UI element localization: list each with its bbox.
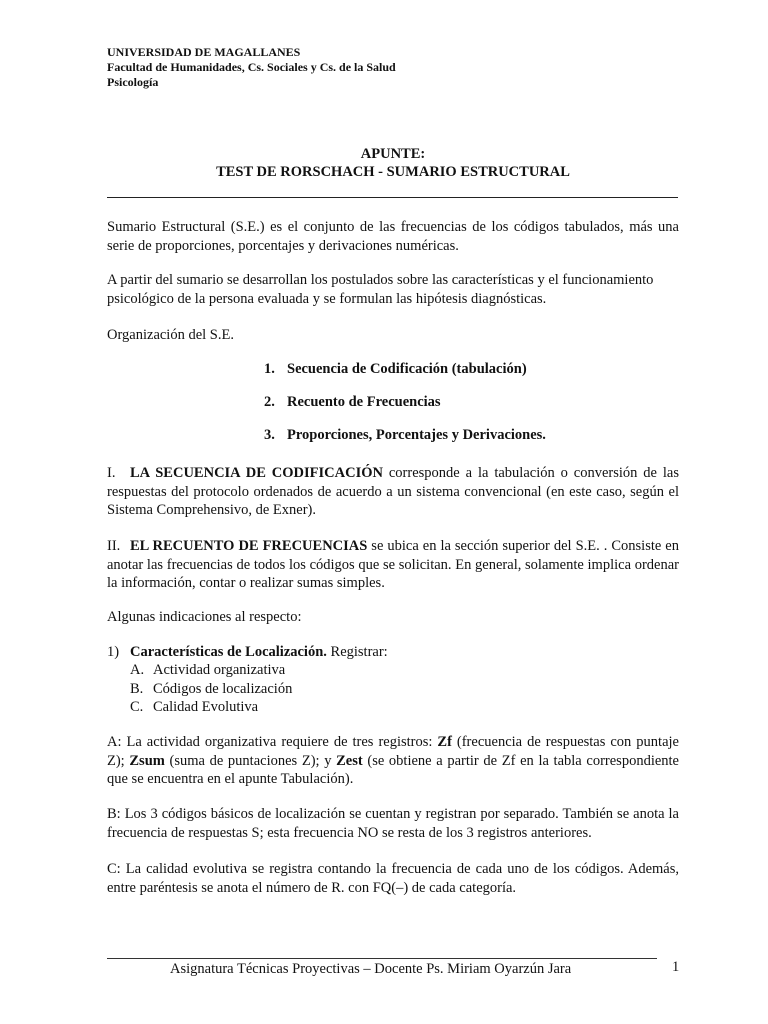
- list-item: [130, 680, 292, 699]
- page-number: 1: [672, 959, 680, 975]
- list-label: Secuencia de Codificación (tabulación): [287, 361, 527, 377]
- list-item: [264, 394, 441, 411]
- list-number: 3.: [264, 427, 275, 443]
- university-name: UNIVERSIDAD DE MAGALLANES: [107, 45, 301, 59]
- item-number: 1): [107, 644, 120, 660]
- footer-text: Asignatura Técnicas Proyectivas – Docente Ps. Miriam Oyarzún Jara: [170, 961, 572, 977]
- paragraph-c: C: La calidad evolutiva se registra contando la frecuencia de cada uno de los códigos. Además, entre paréntesis se anota el número de R. con FQ(–) de cada categoría.: [107, 861, 679, 896]
- list-number: 2.: [264, 394, 275, 410]
- department-name: Psicología: [107, 75, 159, 89]
- paragraph-a-text: (frecuencia de respuestas con puntaje Z);: [107, 734, 679, 769]
- list-number: 1.: [264, 361, 275, 377]
- term-zf: Zf: [437, 734, 452, 750]
- section-numeral: II.: [107, 538, 121, 554]
- list-label: Recuento de Frecuencias: [287, 394, 441, 410]
- title-divider: [107, 197, 678, 198]
- document-title-label: APUNTE:: [360, 146, 426, 162]
- section-recuento: [107, 537, 679, 593]
- term-zsum: Zsum: [129, 752, 165, 769]
- section-text: corresponde a la tabulación o conversión de las respuestas del protocolo ordenados de acuerdo a un sistema convencional (en este caso, según el Sistema Comprehensivo, de Exner).: [107, 465, 679, 518]
- paragraph-a-text: (suma de puntaciones Z); y: [164, 752, 337, 769]
- localization-heading: Características de Localización.: [130, 644, 327, 660]
- paragraph-a: [107, 733, 679, 789]
- section-secuencia: [107, 464, 679, 520]
- list-item: [130, 698, 292, 717]
- localization-heading-line: [107, 643, 679, 662]
- document-header: [107, 45, 396, 90]
- intro-paragraph-2: A partir del sumario se desarrollan los postulados sobre las características y el funcionamiento psicológico de la persona evaluada y se formulan las hipótesis diagnósticas.: [107, 272, 654, 307]
- section-heading: LA SECUENCIA DE CODIFICACIÓN: [130, 465, 383, 481]
- section-text: se ubica en la sección superior del S.E. . Consiste en anotar las frecuencias de todos los códigos que se solicitan. En general, solamente implica ordenar la información, contar o realizar sumas simples.: [107, 538, 679, 591]
- term-zest: Zest: [336, 752, 363, 769]
- footer-divider: [107, 958, 657, 959]
- intro-paragraph-1: Sumario Estructural (S.E.) es el conjunto de las frecuencias de los códigos tabulados, más una serie de proporciones, porcentajes y derivaciones numéricas.: [107, 219, 679, 254]
- document-title: TEST DE RORSCHACH - SUMARIO ESTRUCTURAL: [216, 164, 570, 180]
- list-letter: A.: [130, 662, 145, 678]
- faculty-name: Facultad de Humanidades, Cs. Sociales y Cs. de la Salud: [107, 60, 396, 74]
- paragraph-a-text: (se obtiene a partir de Zf en la tabla correspondiente que se encuentra en el apunte Tabulación).: [107, 752, 679, 787]
- list-letter: B.: [130, 680, 144, 697]
- localization-after: Registrar:: [326, 644, 388, 660]
- list-label: Actividad organizativa: [153, 662, 286, 678]
- indications-text: Algunas indicaciones al respecto:: [107, 609, 302, 625]
- list-letter: C.: [130, 699, 144, 715]
- localization-list: [130, 661, 292, 717]
- list-item: [264, 427, 546, 444]
- list-label: Calidad Evolutiva: [153, 699, 259, 715]
- paragraph-a-text: A: La actividad organizativa requiere de tres registros:: [107, 734, 438, 750]
- section-heading: EL RECUENTO DE FRECUENCIAS: [130, 538, 368, 554]
- section-numeral: I.: [107, 465, 116, 481]
- paragraph-b: B: Los 3 códigos básicos de localización se cuentan y registran por separado. También se anota la frecuencia de respuestas S; esta frecuencia NO se resta de los 3 registros anteriores.: [107, 806, 679, 841]
- organization-intro: Organización del S.E.: [107, 327, 234, 343]
- list-label: Proporciones, Porcentajes y Derivaciones.: [287, 427, 546, 443]
- list-label: Códigos de localización: [153, 680, 293, 697]
- list-item: [130, 661, 292, 680]
- list-item: [264, 361, 527, 378]
